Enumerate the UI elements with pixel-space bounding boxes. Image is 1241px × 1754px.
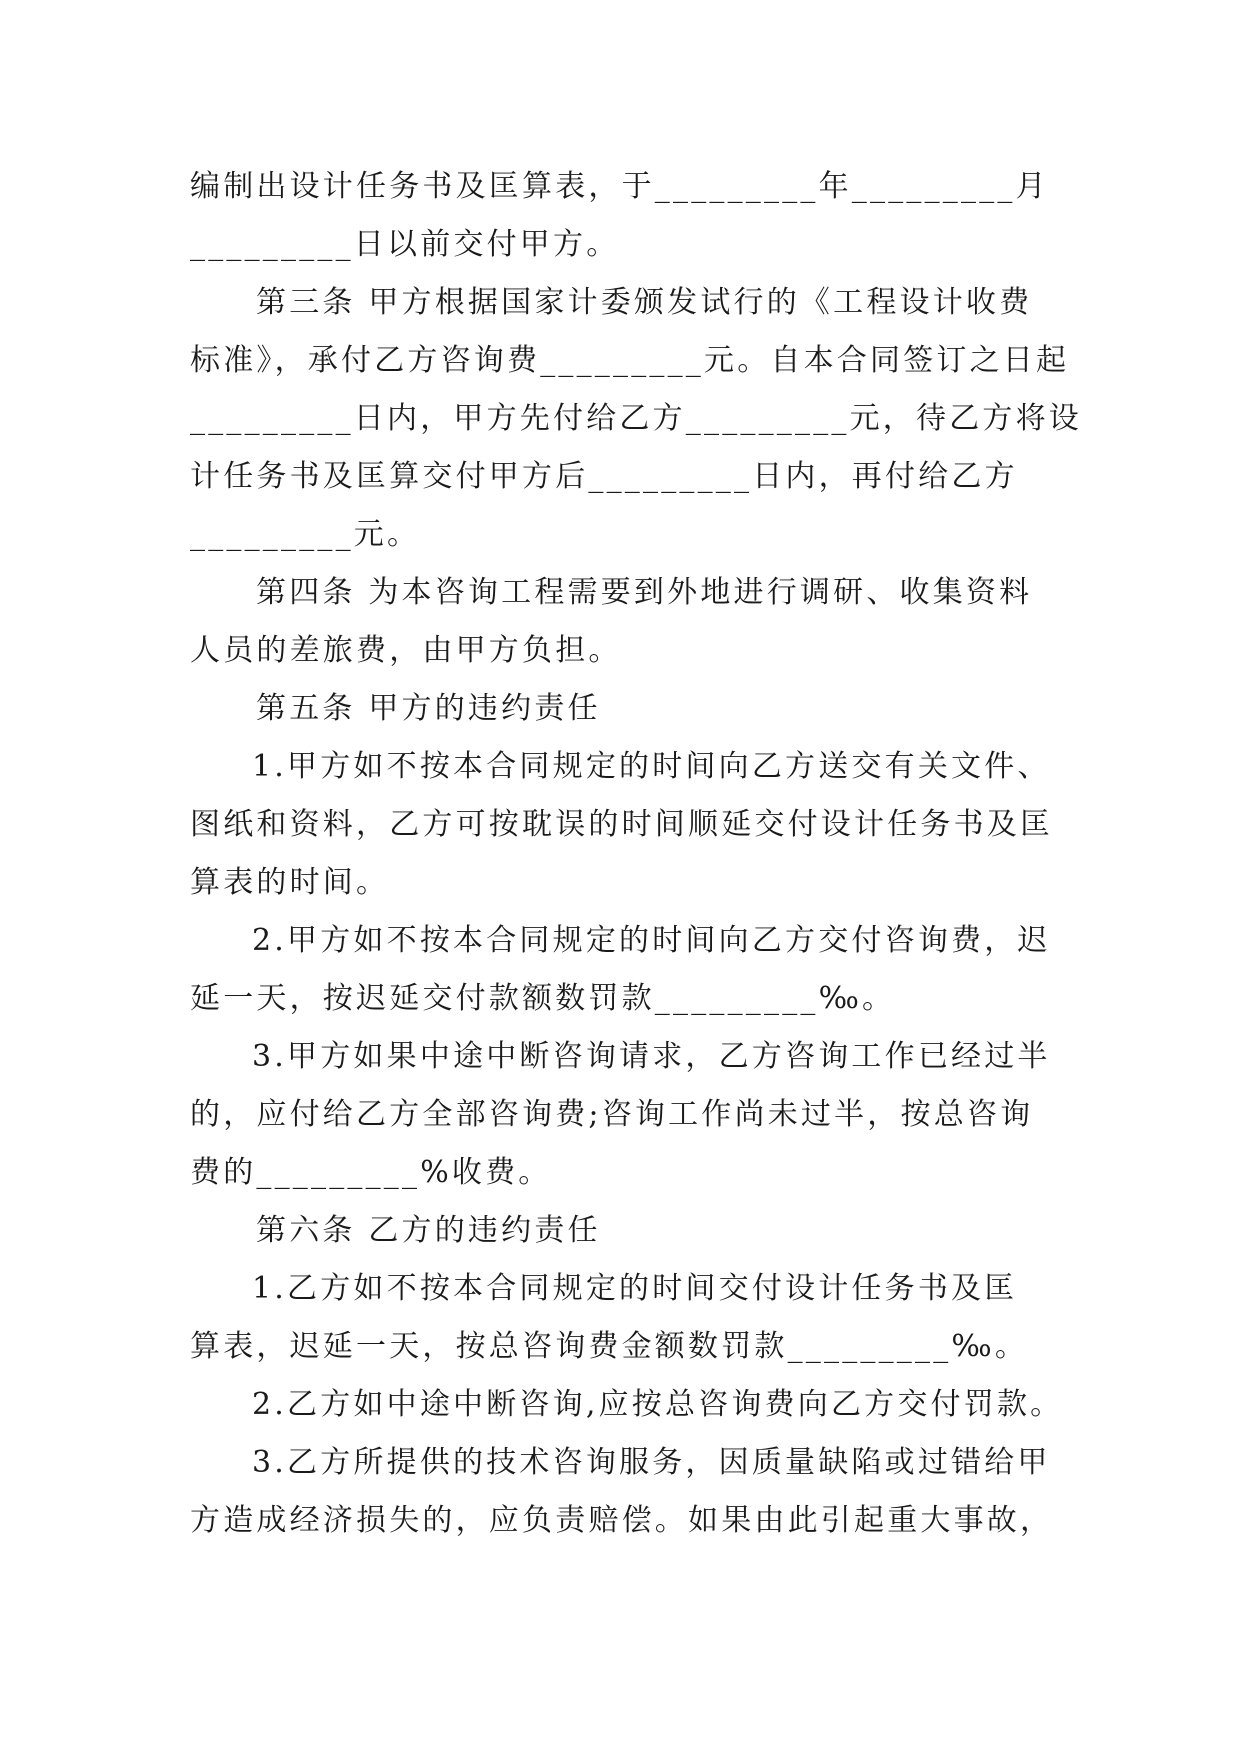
text-line: _________日内，甲方先付给乙方_________元，待乙方将设 (190, 401, 1082, 436)
article-3-heading: 第三条 甲方根据国家计委颁发试行的《工程设计收费 (256, 285, 1033, 320)
text-line: 的，应付给乙方全部咨询费;咨询工作尚未过半，按总咨询 (190, 1097, 1034, 1132)
text-line: _________元。 (190, 517, 421, 552)
text-line: 编制出设计任务书及匡算表，于_________年_________月 (190, 169, 1049, 204)
clause-item: 3.甲方如果中途中断咨询请求，乙方咨询工作已经过半 (252, 1039, 1051, 1074)
text-line: 延一天，按迟延交付款额数罚款_________‰。 (190, 981, 896, 1016)
clause-item: 3.乙方所提供的技术咨询服务，因质量缺陷或过错给甲 (252, 1445, 1051, 1480)
text-line: 计任务书及匡算交付甲方后_________日内，再付给乙方 (190, 459, 1018, 494)
text-line: 算表，迟延一天，按总咨询费金额数罚款_________‰。 (190, 1329, 1029, 1364)
text-line: 图纸和资料，乙方可按耽误的时间顺延交付设计任务书及匡 (190, 807, 1054, 842)
text-line: 标准》，承付乙方咨询费_________元。自本合同签订之日起 (190, 343, 1070, 378)
article-5-heading: 第五条 甲方的违约责任 (256, 691, 601, 726)
clause-item: 1.乙方如不按本合同规定的时间交付设计任务书及匡 (252, 1271, 1018, 1306)
clause-item: 2.甲方如不按本合同规定的时间向乙方交付咨询费，迟 (252, 923, 1051, 958)
contract-text (190, 158, 1082, 1550)
clause-item: 1.甲方如不按本合同规定的时间向乙方送交有关文件、 (252, 749, 1051, 784)
text-line: _________日以前交付甲方。 (190, 227, 620, 262)
article-6-heading: 第六条 乙方的违约责任 (256, 1213, 601, 1248)
text-line: 算表的时间。 (190, 865, 390, 900)
clause-item: 2.乙方如中途中断咨询,应按总咨询费向乙方交付罚款。 (252, 1387, 1064, 1422)
text-line: 人员的差旅费，由甲方负担。 (190, 633, 622, 668)
text-line: 方造成经济损失的，应负责赔偿。如果由此引起重大事故， (190, 1503, 1054, 1538)
text-line: 费的_________%收费。 (190, 1155, 552, 1190)
article-4-heading: 第四条 为本咨询工程需要到外地进行调研、收集资料 (256, 575, 1033, 610)
